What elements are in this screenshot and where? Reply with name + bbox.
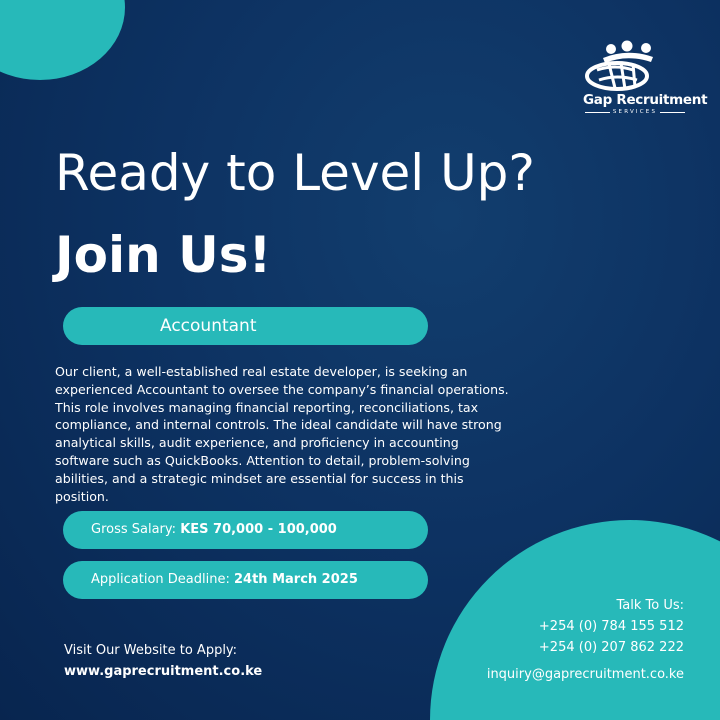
apply-label: Visit Our Website to Apply:: [64, 643, 238, 658]
phone-number-primary[interactable]: +254 (0) 784 155 512: [538, 619, 684, 634]
salary-badge: [63, 511, 428, 549]
deadline-value: 24th March 2025: [233, 572, 358, 587]
brand-tagline-row: [585, 109, 685, 115]
salary-value: KES 70,000 - 100,000: [180, 522, 337, 537]
job-title-badge: [63, 307, 428, 345]
apply-section: [64, 640, 262, 682]
brand-logo: [583, 40, 708, 120]
brand-name: Gap Recruitment: [583, 92, 708, 108]
contact-label: Talk To Us:: [616, 598, 684, 613]
deadline-badge: [63, 561, 428, 599]
phone-number-secondary[interactable]: +254 (0) 207 862 222: [538, 640, 684, 655]
people-globe-icon: [585, 40, 690, 94]
divider: [660, 112, 685, 113]
decorative-circle-top-left: [0, 0, 125, 80]
brand-tagline: SERVICES: [612, 109, 658, 115]
email-link[interactable]: inquiry@gaprecruitment.co.ke: [486, 667, 684, 682]
contact-section: [487, 595, 684, 685]
headline-primary: Ready to Level Up?: [55, 144, 535, 202]
salary-label: Gross Salary:: [91, 522, 177, 537]
website-link[interactable]: www.gaprecruitment.co.ke: [64, 664, 263, 679]
job-description: Our client, a well-established real estate developer, is seeking an experienced Accountant to oversee the company’s financial operations. This role involves managing financial reporting, reconciliations, tax compliance, and internal controls. The ideal candidate will have strong analytical skills, audit experience, and proficiency in accounting software such as QuickBooks. Attention to detail, problem-solving abilities, and a strategic mindset are essential for success in this position.: [55, 364, 509, 504]
job-title: Accountant: [160, 316, 257, 336]
divider: [585, 112, 610, 113]
deadline-label: Application Deadline:: [91, 572, 230, 587]
headline-secondary: Join Us!: [55, 226, 272, 284]
